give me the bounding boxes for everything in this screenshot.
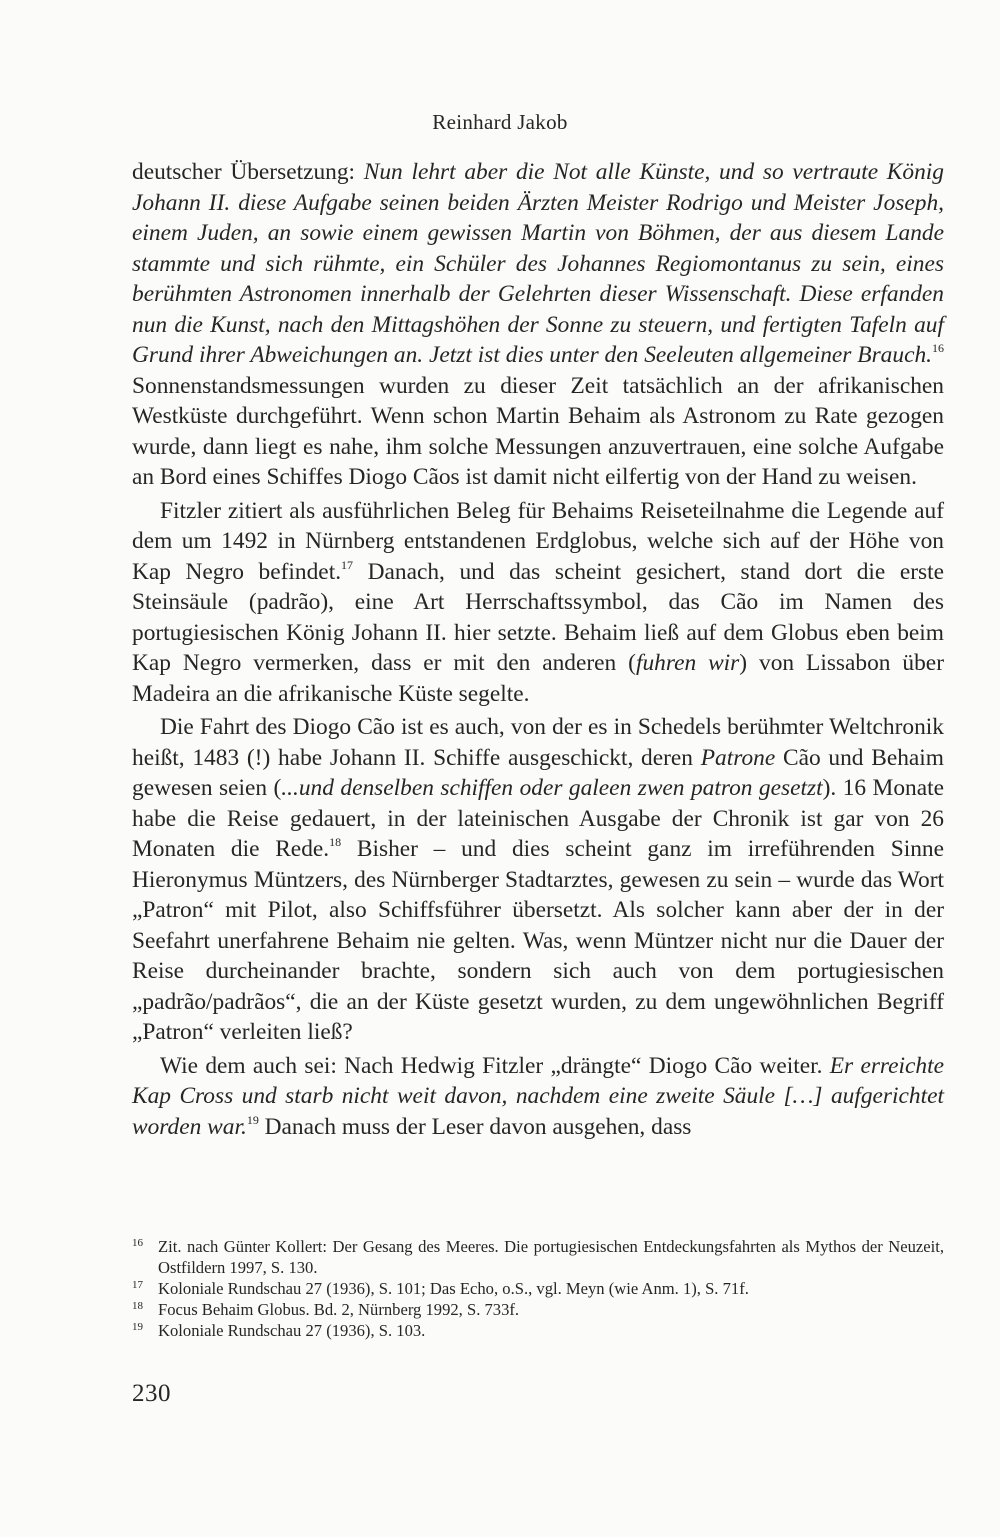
italic-quote: fuhren wir [635, 650, 740, 676]
italic-quote: Er erreichte Kap Cross und starb nicht weit davon, nachdem eine zweite Säule […] aufgerichtet worden war. [132, 1052, 944, 1140]
page-number: 230 [132, 1380, 171, 1407]
text-run: deutscher Übersetzung: [132, 159, 364, 185]
footnote [132, 1320, 944, 1341]
footnote-text: Koloniale Rundschau 27 (1936), S. 103. [158, 1321, 426, 1340]
footnote [132, 1236, 944, 1278]
footnote-number: 17 [132, 1279, 143, 1291]
text-run: Fitzler zitiert als ausführlichen Beleg für Behaims Reiseteilnahme die Legende auf dem um 1492 in Nürnberg entstandenen Erdglobus, welche sich auf der Höhe von Kap Negro befindet. [132, 497, 944, 585]
footnotes [132, 1236, 944, 1341]
paragraph [132, 712, 944, 1048]
italic-quote: Nun lehrt aber die Not alle Künste, und so vertraute König Johann II. diese Aufgabe seinen beiden Ärzten Meister Rodrigo und Meister Joseph, einem Juden, an sowie einem gewissen Martin von Böhmen, der aus diesem Lande stammte und sich rühmte, ein Schüler des Johannes Regiomontanus zu sein, eines berühmten Astronomen innerhalb der Gelehrten dieser Wissenschaft. Diese erfanden nun die Kunst, nach den Mittagshöhen der Sonne zu steuern, und fertigten Tafeln auf Grund ihrer Abweichungen an. Jetzt ist dies unter den Seeleuten allgemeiner Brauch. [132, 159, 944, 368]
paragraph [132, 496, 944, 710]
paragraph [132, 1051, 944, 1143]
running-head-author: Reinhard Jakob [432, 110, 568, 134]
footnote-text: Koloniale Rundschau 27 (1936), S. 101; Das Echo, o.S., vgl. Meyn (wie Anm. 1), S. 71f. [158, 1279, 749, 1298]
footnote-number: 18 [132, 1300, 143, 1312]
text-run: Cão und Behaim gewesen seien ( [132, 744, 945, 801]
italic-quote: ...und denselben schiffen oder galeen zwen patron gesetzt [281, 775, 823, 801]
footnote-number: 16 [132, 1237, 143, 1249]
text-run: ) von Lissabon über Madeira an die afrikanische Küste segelte. [132, 650, 944, 707]
text-run: Danach, und das scheint gesichert, stand dort die erste Steinsäule (padrão), eine Art Herrschaftssymbol, das Cão im Namen des portugiesischen König Johann II. hier setzte. Behaim ließ auf dem Globus eben beim Kap Negro vermerken, dass er mit den anderen ( [132, 558, 944, 676]
footnote [132, 1299, 944, 1320]
paragraph [132, 157, 944, 493]
footnote-text: Zit. nach Günter Kollert: Der Gesang des Meeres. Die portugiesischen Entdeckungsfahrten als Mythos der Neuzeit, Ostfildern 1997, S. 130. [158, 1237, 944, 1277]
footnote-reference: 17 [341, 557, 354, 572]
footnote-reference: 18 [329, 835, 342, 849]
main-text [132, 157, 944, 1142]
text-run: ). 16 Monate habe die Reise gedauert, in der lateinischen Ausgabe der Chronik ist gar von 26 Monaten die Rede. [132, 775, 944, 862]
text-run: Die Fahrt des Diogo Cão ist es auch, von der es in Schedels berühmter Weltchronik heißt, 1483 (!) habe Johann II. Schiffe ausgeschickt, deren [132, 714, 944, 771]
text-run: Sonnenstandsmessungen wurden zu dieser Zeit tatsächlich an der afrikanischen Westküste durchgeführt. Wenn schon Martin Behaim als Astronom zu Rate gezogen wurde, dann liegt es nahe, ihm solche Messungen anzuvertrauen, eine solche Aufgabe an Bord eines Schiffes Diogo Cãos ist damit nicht eilfertig von der Hand zu weisen. [132, 372, 944, 490]
text-run: Danach muss der Leser davon ausgehen, dass [258, 1113, 692, 1140]
italic-quote: Patrone [700, 744, 776, 771]
footnote-reference: 16 [932, 341, 944, 355]
text-run: Bisher – und dies scheint ganz im irreführenden Sinne Hieronymus Müntzers, des Nürnberger Stadtarztes, gewesen zu sein – wurde das Wort „Patron“ mit Pilot, also Schiffsführer übersetzt. Als solcher kann aber der in der Seefahrt unerfahrene Behaim nie gelten. Was, wenn Müntzer nicht nur die Dauer der Reise durcheinander brachte, sondern sich auch von dem portugiesischen „padrão/padrãos“, die an der Küste gesetzt wurden, zu dem ungewöhnlichen Begriff „Patron“ verleiten ließ? [132, 836, 944, 1045]
footnote-text: Focus Behaim Globus. Bd. 2, Nürnberg 1992, S. 733f. [158, 1300, 520, 1319]
footnote [132, 1278, 944, 1299]
text-run: Wie dem auch sei: Nach Hedwig Fitzler „drängte“ Diogo Cão weiter. [160, 1052, 830, 1079]
footnote-number: 19 [132, 1321, 143, 1333]
footnote-reference: 19 [246, 1112, 259, 1127]
